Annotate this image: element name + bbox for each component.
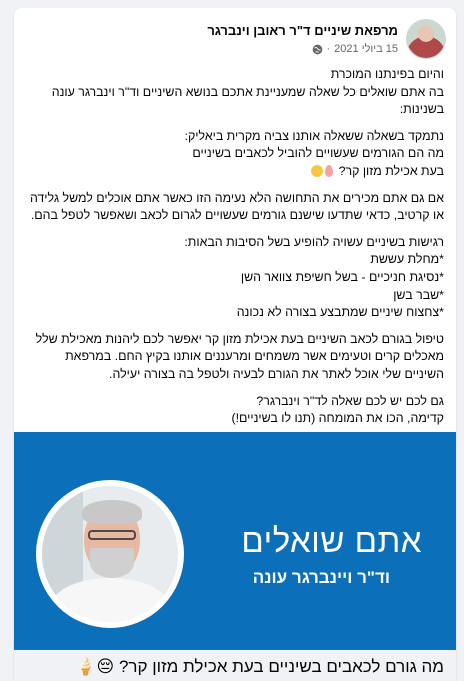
caption-title: מה גורם לכאבים בשיניים בעת אכילת מזון קר? 😔🍦 bbox=[75, 657, 444, 676]
paragraph-cta bbox=[26, 393, 444, 428]
globe-icon bbox=[312, 44, 323, 55]
post-date-link[interactable]: 15 ביולי 2021 bbox=[334, 43, 398, 55]
glasses bbox=[88, 530, 136, 540]
text-line-with-emoji bbox=[26, 163, 444, 181]
doctor-portrait bbox=[42, 486, 178, 622]
doctor-photo bbox=[36, 480, 184, 628]
paragraph-question bbox=[26, 128, 444, 181]
text-line: בה אתם שואלים כל שאלה שמעניינת אתכם בנושא השיניים וד"ר וינברגר עונה bbox=[51, 84, 444, 99]
text-line: רגישות בשיניים עשויה להופיע בשל הסיבות הבאות: bbox=[184, 234, 444, 249]
post-header bbox=[26, 17, 446, 63]
link-caption[interactable] bbox=[14, 650, 456, 681]
beard bbox=[90, 548, 134, 578]
text-line: השיניים שלי אוכל לאתר את הגורם לבעיה ולטפל בה בצורה יעילה. bbox=[109, 366, 444, 381]
post-card bbox=[14, 8, 456, 681]
page-name-link[interactable]: מרפאת שיניים ד"ר ראובן וינברגר bbox=[207, 23, 398, 38]
text-line: גם לכם יש לכם שאלה לד"ר וינברגר? bbox=[256, 393, 444, 408]
post-image-banner[interactable] bbox=[14, 432, 456, 650]
text-line: קדימה, הכו את המומחה (תנו לו בשיניים!) bbox=[231, 411, 444, 426]
text-line: בעת אכילת מזון קר? bbox=[338, 163, 444, 178]
text-line: טיפול בגורם לכאב השיניים בעת אכילת מזון קר יאפשר לכם ליהנות מאכילת שלל bbox=[35, 331, 444, 346]
banner-subtitle: וד"ר ויינברגר עונה bbox=[252, 568, 390, 587]
page-avatar[interactable] bbox=[406, 19, 446, 59]
text-line: והיום בפינתנו המוכרת bbox=[330, 67, 444, 81]
list-item: *שבר בשן bbox=[393, 287, 444, 302]
post-meta bbox=[312, 43, 399, 55]
ice-cream-icon bbox=[325, 165, 333, 177]
paragraph-feeling bbox=[26, 190, 444, 225]
text-line: או קרטיב, כדאי שתדעו שישנם גורמים שעשויים לגרום לכאב ושאפשר לטפל בהם. bbox=[30, 208, 444, 223]
text-line: בשנינות: bbox=[399, 102, 444, 117]
text-line: מה הם הגורמים שעשויים להוביל לכאבים בשיניים bbox=[192, 146, 444, 161]
text-line: אם גם אתם מכירים את התחושה הלא נעימה הזו כאשר אתם אוכלים למשל גלידה bbox=[29, 190, 444, 205]
text-line: מאכלים קרים וטעימים אשר משמחים ומרעננים אותנו בקיץ החם. במרפאת bbox=[65, 349, 444, 364]
paragraph-causes bbox=[26, 234, 444, 322]
pensive-face-icon bbox=[311, 165, 323, 177]
paragraph-treatment bbox=[26, 331, 444, 384]
list-item: *נסיגת חניכיים - בשל חשיפת צוואר השן bbox=[240, 269, 444, 284]
meta-separator: · bbox=[326, 43, 331, 55]
list-item: *צחצוח שיניים שמתבצע בצורה לא נכונה bbox=[236, 305, 444, 320]
post-body bbox=[26, 66, 444, 437]
list-item: *מחלת עששת bbox=[370, 252, 444, 267]
banner-title: אתם שואלים bbox=[241, 522, 422, 559]
hair bbox=[82, 500, 142, 524]
text-line: נתמקד בשאלה ששאלה אותנו צביה מקרית ביאליק: bbox=[184, 128, 444, 143]
paragraph-intro bbox=[26, 66, 444, 119]
